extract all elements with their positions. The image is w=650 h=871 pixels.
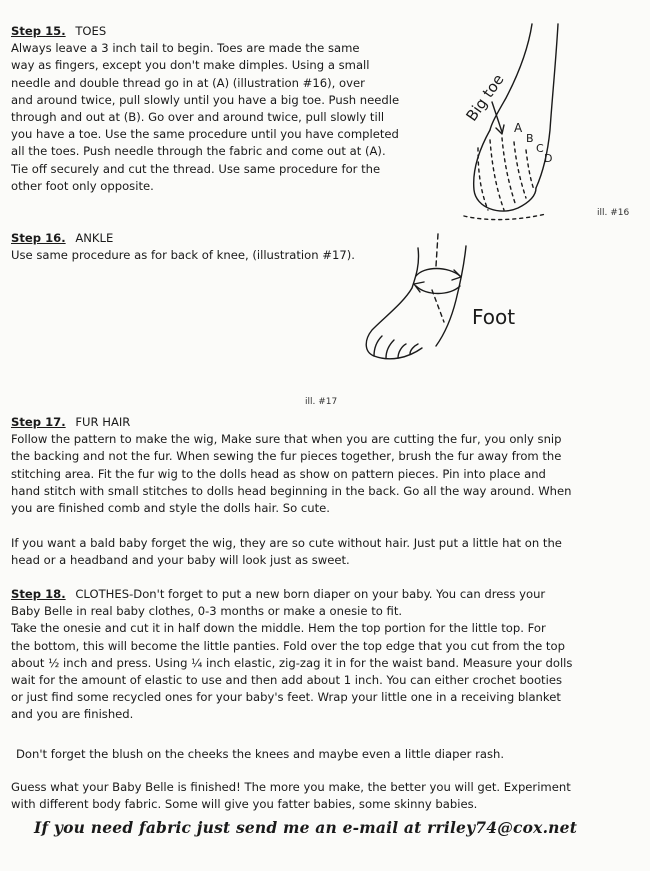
finished-paragraph xyxy=(11,779,571,813)
step-17-line: hand stitch with small stitches to dolls head beginning in the back. Go all the way around. When xyxy=(11,483,572,498)
step-18-line: Baby Belle in real baby clothes, 0-3 months or make a onesie to fit. xyxy=(11,604,403,619)
point-d-label: D xyxy=(544,152,553,165)
point-b-label: B xyxy=(526,132,534,145)
fabric-contact-footer: If you need fabric just send me an e-mail at rriley74@cox.net xyxy=(34,818,578,837)
step-18-number: Step 18. xyxy=(11,587,66,601)
step-16-title: ANKLE xyxy=(75,231,114,245)
step-17-section xyxy=(11,414,572,517)
base-stitch-line xyxy=(464,214,546,220)
step-18-line: about ½ inch and press. Using ¼ inch elastic, zig-zag it in for the waist band. Measure your dolls xyxy=(11,655,573,670)
step-15-line: all the toes. Push needle through the fabric and come out at (A). xyxy=(11,144,386,159)
point-c-label: C xyxy=(536,142,544,155)
step-18-line: wait for the amount of elastic to use and then add about 1 inch. You can either crochet booties xyxy=(11,673,563,688)
step-17-heading xyxy=(11,414,572,431)
step-15-line: Always leave a 3 inch tail to begin. Toes are made the same xyxy=(11,41,360,56)
step-17-line: stitching area. Fit the fur wig to the dolls head as show on pattern pieces. Pin into place and xyxy=(11,466,546,481)
step-17-number: Step 17. xyxy=(11,415,66,429)
toes-illustration xyxy=(440,20,640,225)
step-17-line: the backing and not the fur. When sewing the fur pieces together, brush the fur away from the xyxy=(11,449,562,464)
step-15-line: you have a toe. Use the same procedure until you have completed xyxy=(11,127,399,142)
foot-illustration xyxy=(360,232,560,372)
toe-line xyxy=(374,336,382,356)
step-16-heading xyxy=(11,230,355,247)
step-17-title: FUR HAIR xyxy=(75,415,131,429)
step-18-heading xyxy=(11,586,572,603)
ankle-front-outline xyxy=(366,248,422,359)
step-17-line: Follow the pattern to make the wig, Make sure that when you are cutting the fur, you only snip xyxy=(11,432,562,447)
step-17-line: you are finished comb and style the dolls hair. So cute. xyxy=(11,501,330,516)
step-15-line: other foot only opposite. xyxy=(11,178,154,193)
guide-line xyxy=(432,290,444,322)
blush-paragraph xyxy=(16,746,504,763)
stitch-line xyxy=(526,150,534,190)
bald-baby-paragraph xyxy=(11,535,562,569)
illustration-16-caption: ill. #16 xyxy=(597,208,630,218)
ankle-back-outline xyxy=(436,246,466,346)
stitch-line xyxy=(502,138,516,206)
step-15-line: Tie off securely and cut the thread. Use same procedure for the xyxy=(11,161,381,176)
step-18-line: and you are finished. xyxy=(11,707,134,722)
stitch-line xyxy=(490,140,504,210)
toe-line xyxy=(386,340,394,358)
stitch-line xyxy=(478,148,488,210)
bald-baby-line: head or a headband and your baby will look just as sweet. xyxy=(11,553,350,568)
rotation-arrow-top xyxy=(416,269,460,277)
step-16-number: Step 16. xyxy=(11,231,66,245)
step-15-line: through and out at (B). Go over and around twice, pull slowly till xyxy=(11,110,385,125)
step-18-section xyxy=(11,586,572,724)
step-16-section xyxy=(11,230,355,264)
finished-line: with different body fabric. Some will give you fatter babies, some skinny babies. xyxy=(11,797,478,812)
step-16-line: Use same procedure as for back of knee, (illustration #17). xyxy=(11,248,355,263)
step-15-title: TOES xyxy=(75,24,107,38)
step-15-section xyxy=(11,23,399,195)
step-18-title: CLOTHES-Don't forget to put a new born diaper on your baby. You can dress your xyxy=(75,587,546,601)
foot-label: Foot xyxy=(472,305,516,329)
center-guide-line xyxy=(436,234,438,266)
step-18-line: Take the onesie and cut it in half down the middle. Hem the top portion for the little top. For xyxy=(11,621,546,636)
step-18-line: the bottom, this will become the little panties. Fold over the top edge that you cut from the top xyxy=(11,638,565,653)
step-18-line: or just find some recycled ones for your baby's feet. Wrap your little one in a receiving blanket xyxy=(11,690,561,705)
illustration-17-caption: ill. #17 xyxy=(305,397,338,407)
rotation-arrow-bottom xyxy=(416,286,460,294)
bald-baby-line: If you want a bald baby forget the wig, they are so cute without hair. Just put a little hat on the xyxy=(11,536,562,550)
stitch-line xyxy=(514,142,526,198)
big-toe-label: Big toe xyxy=(462,70,508,125)
step-15-line: needle and double thread go in at (A) (illustration #16), over xyxy=(11,75,365,90)
step-15-heading xyxy=(11,23,399,40)
blush-line: Don't forget the blush on the cheeks the knees and maybe even a little diaper rash. xyxy=(16,747,505,761)
point-a-label: A xyxy=(514,121,523,135)
step-15-number: Step 15. xyxy=(11,24,66,38)
step-15-line: and around twice, pull slowly until you have a big toe. Push needle xyxy=(11,92,400,107)
finished-line: Guess what your Baby Belle is finished! The more you make, the better you will get. Experiment xyxy=(11,780,571,794)
step-15-line: way as fingers, except you don't make dimples. Using a small xyxy=(11,58,370,73)
